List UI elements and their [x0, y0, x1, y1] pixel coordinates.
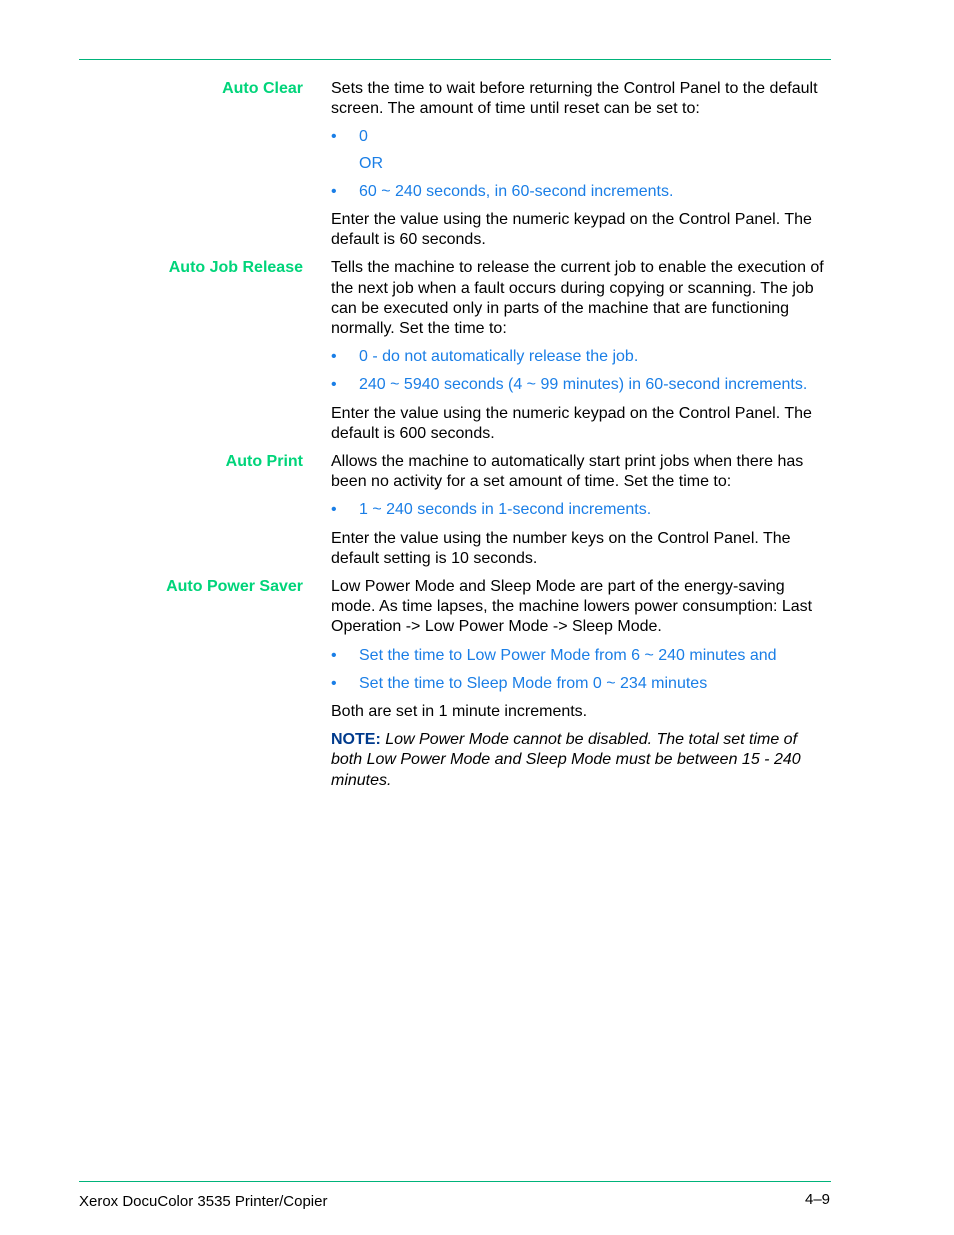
bullet-text: Set the time to Low Power Mode from 6 ~ 240 minutes and — [359, 646, 777, 664]
bullet-item — [331, 500, 831, 520]
bullet-item — [331, 674, 831, 694]
bullet-icon: • — [331, 674, 337, 692]
document-body — [0, 79, 954, 799]
bullet-text: 240 ~ 5940 seconds (4 ~ 99 minutes) in 60-second increments. — [359, 376, 808, 394]
section-auto-job-release — [0, 258, 954, 452]
bullet-text: 60 ~ 240 seconds, in 60-second increments. — [359, 182, 674, 200]
term-label: Auto Job Release — [168, 259, 303, 277]
bullet-icon: • — [331, 128, 337, 146]
note-label: NOTE: — [331, 731, 381, 749]
outro-paragraph: Both are set in 1 minute increments. — [331, 703, 588, 721]
bullet-icon: • — [331, 348, 337, 366]
intro-paragraph: Tells the machine to release the current job to enable the execution of the next job when a fault occurs during copying or scanning. The job can be executed only in parts of the machine that are functioning normally. Set the time to: — [331, 259, 824, 338]
term-label: Auto Power Saver — [166, 578, 303, 596]
intro-paragraph: Low Power Mode and Sleep Mode are part of the energy-saving mode. As time lapses, the machine lowers power consumption: Last Operation -> Low Power Mode -> Sleep Mode. — [331, 578, 813, 636]
bullet-icon: • — [331, 376, 337, 394]
footer-rule — [79, 1181, 831, 1182]
bullet-item — [331, 347, 831, 367]
term-description — [331, 577, 831, 799]
bullet-item — [331, 375, 831, 395]
outro-paragraph: Enter the value using the number keys on the Control Panel. The default setting is 10 seconds. — [331, 529, 791, 567]
section-auto-print — [0, 452, 954, 577]
bullet-item — [331, 646, 831, 666]
section-auto-power-saver — [0, 577, 954, 799]
page-number: 4–9 — [805, 1191, 831, 1208]
header-rule — [79, 59, 831, 60]
term-description — [331, 258, 831, 452]
or-text: OR — [359, 154, 383, 172]
bullet-item — [331, 182, 831, 202]
note-paragraph — [331, 730, 831, 791]
term-label: Auto Print — [225, 453, 303, 471]
bullet-text: 1 ~ 240 seconds in 1-second increments. — [359, 501, 652, 519]
bullet-text: 0 — [359, 128, 368, 146]
outro-paragraph: Enter the value using the numeric keypad on the Control Panel. The default is 60 seconds. — [331, 211, 812, 249]
bullet-text: 0 - do not automatically release the job. — [359, 348, 639, 366]
outro-paragraph: Enter the value using the numeric keypad on the Control Panel. The default is 600 seconds. — [331, 404, 812, 442]
section-auto-clear — [0, 79, 954, 258]
term-description — [331, 79, 831, 258]
intro-paragraph: Allows the machine to automatically start print jobs when there has been no activity for a set amount of time. Set the time to: — [331, 453, 804, 491]
footer-title: Xerox DocuColor 3535 Printer/Copier — [79, 1193, 328, 1210]
intro-paragraph: Sets the time to wait before returning the Control Panel to the default screen. The amount of time until reset can be set to: — [331, 80, 818, 118]
bullet-item — [331, 127, 831, 147]
note-text: Low Power Mode cannot be disabled. The total set time of both Low Power Mode and Sleep Mode must be between 15 - 240 minutes. — [331, 731, 801, 789]
bullet-icon: • — [331, 501, 337, 519]
bullet-icon: • — [331, 646, 337, 664]
term-label: Auto Clear — [222, 80, 303, 97]
bullet-icon: • — [331, 182, 337, 200]
bullet-text: Set the time to Sleep Mode from 0 ~ 234 minutes — [359, 674, 708, 692]
term-description — [331, 452, 831, 577]
